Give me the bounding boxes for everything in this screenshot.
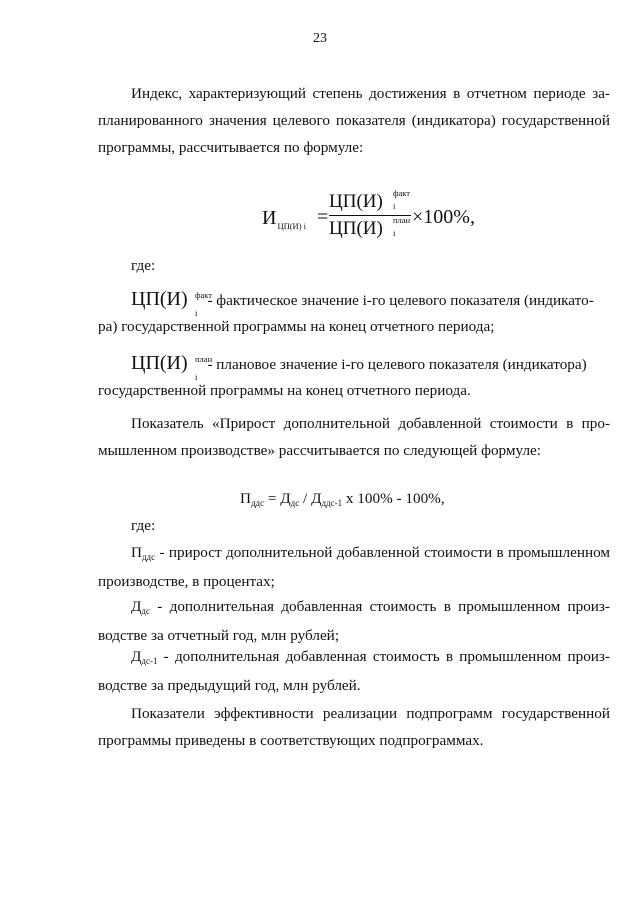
formula-denominator: ЦП(И) план i [329,215,411,239]
intro-line-3: программы, рассчитывается по формуле: [98,139,364,156]
growth-formula: Пддс = Ддс / Дддс-1 х 100% - 100%, [240,490,445,508]
symbol-fact: ЦП(И) факт i [131,288,213,318]
where-label-1: где: [131,257,156,274]
intro-paragraph [98,80,610,161]
indicator-line-1: Показатель «Прирост дополнительной добавленной стоимости в про- [131,415,610,432]
numerator-superscript: факт [393,188,411,198]
formula-lhs-subscript: ЦП(И) i [277,221,307,231]
formula-fraction [329,188,411,242]
denominator-superscript: план [393,215,411,225]
definition-plan-line-1: - плановое значение i-го целевого показателя (индикатора) [207,356,587,373]
definition-p-line-2: производстве, в процентах; [98,573,275,590]
definition-d-prev [98,643,610,699]
final-line-1: Показатели эффективности реализации подпрограмм государственной [131,705,610,722]
final-paragraph [98,700,610,754]
definition-p [98,539,610,595]
where-label-2: где: [131,517,156,534]
indicator-paragraph [98,410,610,464]
formula-numerator: ЦП(И) факт i [329,188,411,212]
intro-line-1: Индекс, характеризующий степень достижения в отчетном периоде за- [131,85,610,102]
definition-plan [98,350,610,404]
final-line-2: программы приведены в соответствующих подпрограммах. [98,732,484,749]
definition-fact [98,286,610,340]
formula-lhs: $И_{ЦП(И) i}$ [262,207,307,231]
definition-d [98,593,610,649]
definition-d-line-2: водстве за отчетный год, млн рублей; [98,627,340,644]
definition-d-prev-line-2: водстве за предыдущий год, млн рублей. [98,677,361,694]
index-formula [262,188,522,245]
intro-line-2: планированного значения целевого показателя (индикатора) государственной [98,112,610,129]
definition-fact-line-2: ра) государственной программы на конец отчетного периода; [98,318,495,335]
definition-d-prev-line-1: Ддс-1 - дополнительная добавленная стоимость в промышленном произ- [131,648,610,666]
formula-equals: = [317,206,329,228]
page-number: 23 [313,31,327,46]
definition-fact-line-1: - фактическое значение i-го целевого показателя (индикато- [207,292,594,309]
numerator-subscript: i [393,201,396,211]
indicator-line-2: мышленном производстве» рассчитывается по следующей формуле: [98,442,541,459]
formula-multiplier: ×100%, [412,206,475,228]
definition-p-line-1: Пддс - прирост дополнительной добавленной стоимости в промышленном [131,544,610,562]
symbol-plan: ЦП(И) план i [131,352,213,382]
definition-plan-line-2: государственной программы на конец отчетного периода. [98,382,471,399]
denominator-subscript: i [393,228,396,238]
definition-d-line-1: Ддс - дополнительная добавленная стоимость в промышленном произ- [131,598,610,616]
